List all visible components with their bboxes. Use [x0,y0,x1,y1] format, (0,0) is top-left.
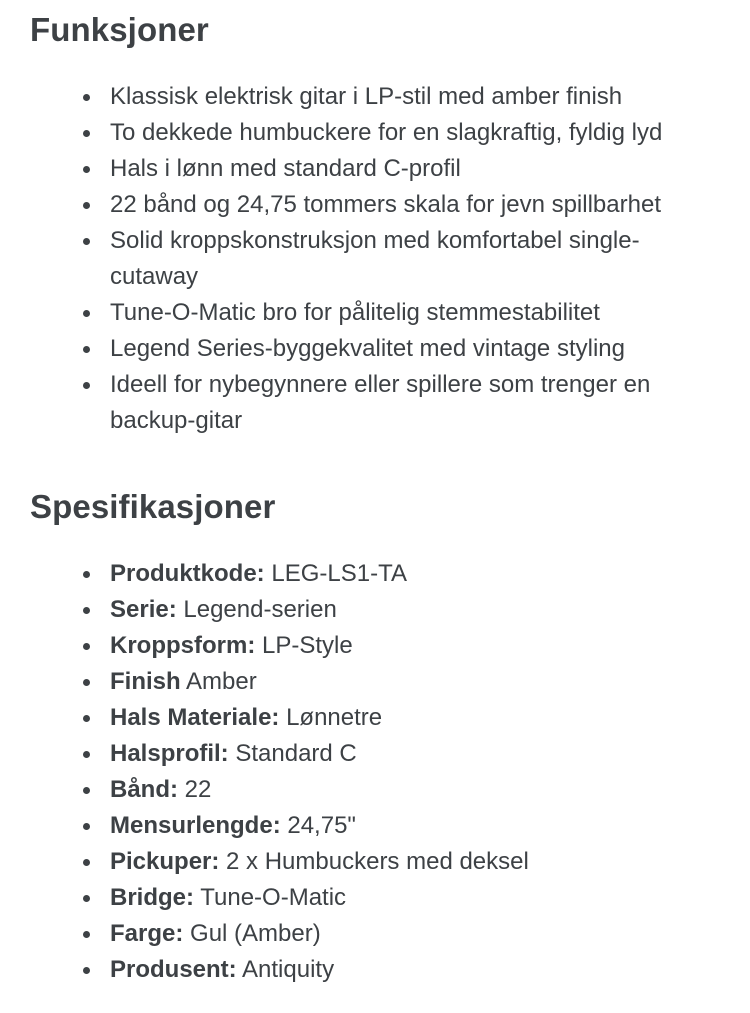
bullet-icon [83,715,90,722]
feature-text: Hals i lønn med standard C-profil [110,155,461,182]
bullet-icon [83,823,90,830]
bullet-icon [83,895,90,902]
spec-label: Farge: [110,920,184,947]
bullet-icon [83,346,90,353]
feature-text: Ideell for nybegynnere eller spillere som trenger en backup-gitar [110,371,651,434]
bullet-icon [83,859,90,866]
spec-item-finish [80,664,715,700]
bullet-icon [83,166,90,173]
bullet-icon [83,679,90,686]
spec-value: Gul (Amber) [183,920,321,947]
bullet-icon [83,238,90,245]
spec-label: Bridge: [110,884,194,911]
spec-value: LP-Style [255,632,353,659]
spec-value: 2 x Humbuckers med deksel [219,848,529,875]
spec-label: Finish [110,668,181,695]
feature-text: Solid kroppskonstruksjon med komfortabel single-cutaway [110,227,640,290]
spec-value: LEG-LS1-TA [264,560,407,587]
feature-text: Klassisk elektrisk gitar i LP-stil med amber finish [110,83,623,110]
bullet-icon [83,751,90,758]
spec-item-series [80,592,715,628]
spec-label: Halsprofil: [110,740,229,767]
bullet-icon [83,130,90,137]
spec-item-color [80,916,715,952]
feature-item [80,223,715,295]
bullet-icon [83,94,90,101]
features-heading: Funksjoner [30,11,209,48]
specs-list [30,556,750,988]
spec-value: Standard C [228,740,357,767]
bullet-icon [83,931,90,938]
spec-item-frets [80,772,715,808]
feature-item [80,187,715,223]
specs-heading: Spesifikasjoner [30,488,276,525]
bullet-icon [83,571,90,578]
spec-item-bridge [80,880,715,916]
bullet-icon [83,310,90,317]
spec-item-manufacturer [80,952,715,988]
feature-item [80,367,715,439]
feature-item [80,115,715,151]
spec-label: Serie: [110,596,177,623]
feature-text: 22 bånd og 24,75 tommers skala for jevn spillbarhet [110,191,661,218]
spec-value: Tune-O-Matic [194,884,347,911]
bullet-icon [83,787,90,794]
spec-item-neck-profile [80,736,715,772]
spec-label: Bånd: [110,776,178,803]
feature-item [80,331,715,367]
spec-value: Amber [180,668,257,695]
spec-label: Hals Materiale: [110,704,280,731]
feature-text: To dekkede humbuckere for en slagkraftig, fyldig lyd [110,119,663,146]
spec-item-body-shape [80,628,715,664]
bullet-icon [83,382,90,389]
bullet-icon [83,202,90,209]
feature-item [80,151,715,187]
feature-text: Tune-O-Matic bro for pålitelig stemmestabilitet [110,299,600,326]
spec-value: 24,75" [280,812,356,839]
bullet-icon [83,607,90,614]
spec-label: Pickuper: [110,848,220,875]
spec-label: Mensurlengde: [110,812,281,839]
spec-value: Lønnetre [279,704,383,731]
feature-text: Legend Series-byggekvalitet med vintage styling [110,335,625,362]
spec-item-pickups [80,844,715,880]
bullet-icon [83,967,90,974]
spec-label: Produsent: [110,956,237,983]
spec-label: Kroppsform: [110,632,256,659]
spec-value: Antiquity [236,956,335,983]
spec-item-neck-material [80,700,715,736]
features-list [30,79,750,439]
spec-label: Produktkode: [110,560,265,587]
spec-item-scale-length [80,808,715,844]
spec-value: Legend-serien [176,596,337,623]
feature-item [80,79,715,115]
spec-item-product-code [80,556,715,592]
spec-value: 22 [178,776,212,803]
feature-item [80,295,715,331]
bullet-icon [83,643,90,650]
